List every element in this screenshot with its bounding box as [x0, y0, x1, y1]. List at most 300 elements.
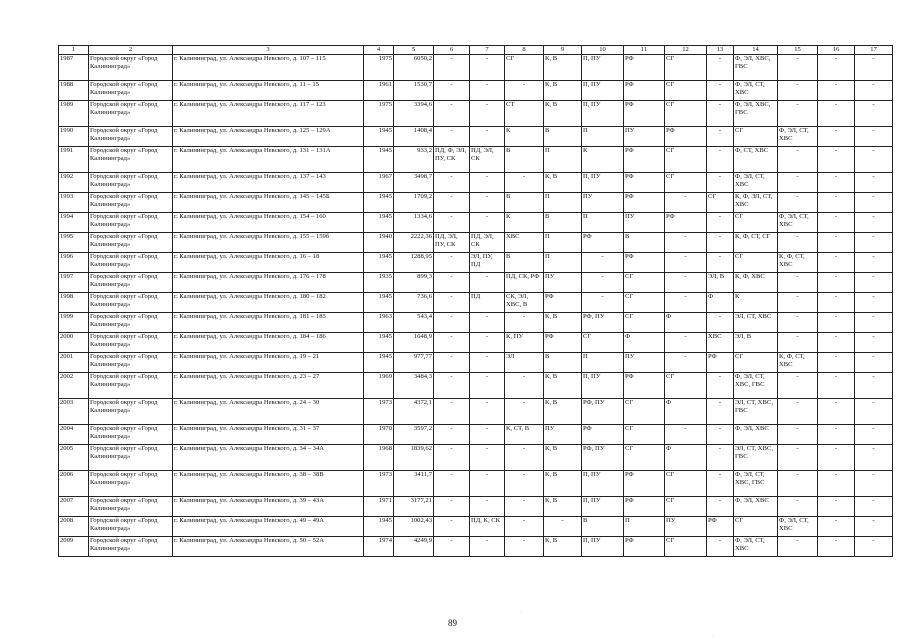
cell-col-1: 2006: [59, 471, 89, 497]
cell-col-6: -: [434, 373, 470, 399]
cell-col-9: РФ: [544, 293, 582, 313]
column-number-5: 5: [394, 46, 434, 55]
cell-col-5: 543,4: [394, 313, 434, 333]
cell-col-15: Ф, ЭЛ, СТ, ХВС: [778, 213, 818, 233]
cell-col-16: -: [818, 445, 855, 471]
cell-col-14: Ф, ЭЛ, ХВС, ГВС: [734, 55, 778, 81]
cell-col-15: -: [778, 55, 818, 81]
cell-col-1: 1989: [59, 101, 89, 127]
cell-col-14: Ф, ЭЛ, СТ, ХВС: [734, 537, 778, 557]
cell-col-5: 3484,3: [394, 373, 434, 399]
cell-col-9: К, В: [544, 173, 582, 193]
cell-col-5: 1002,43: [394, 517, 434, 537]
cell-col-13: -: [707, 101, 734, 127]
cell-col-7: -: [470, 373, 505, 399]
cell-col-6: -: [434, 173, 470, 193]
cell-col-10: СГ: [582, 333, 624, 353]
cell-col-2: Городской округ «Город Калининград»: [89, 233, 173, 253]
cell-col-9: К, В: [544, 101, 582, 127]
cell-col-16: -: [818, 253, 855, 273]
cell-col-1: 1991: [59, 147, 89, 173]
cell-col-12: РФ: [665, 127, 707, 147]
cell-col-14: СГ: [734, 213, 778, 233]
cell-col-13: -: [707, 55, 734, 81]
column-number-7: 7: [470, 46, 505, 55]
cell-col-8: В: [505, 193, 544, 213]
cell-col-3: г. Калининград, ул. Александра Невского, д. 23 – 27: [173, 373, 364, 399]
cell-col-5: 3394,6: [394, 101, 434, 127]
cell-col-3: г. Калининград, ул. Александра Невского, д. 137 – 143: [173, 173, 364, 193]
cell-col-11: РФ: [624, 173, 665, 193]
cell-col-8: -: [505, 399, 544, 425]
cell-col-1: 1987: [59, 55, 89, 81]
register-table: [58, 45, 893, 557]
cell-col-16: -: [818, 55, 855, 81]
cell-col-2: Городской округ «Город Калининград»: [89, 173, 173, 193]
cell-col-14: Ф, ЭЛ, ХВС: [734, 425, 778, 445]
cell-col-5: 977,77: [394, 353, 434, 373]
table-row: [59, 127, 893, 147]
column-number-17: 17: [855, 46, 893, 55]
cell-col-2: Городской округ «Город Калининград»: [89, 445, 173, 471]
cell-col-17: -: [855, 399, 893, 425]
cell-col-1: 1992: [59, 173, 89, 193]
cell-col-16: -: [818, 497, 855, 517]
cell-col-9: РФ: [544, 333, 582, 353]
cell-col-3: г. Калининград, ул. Александра Невского, д. 125 – 129А: [173, 127, 364, 147]
cell-col-5: 2222,36: [394, 233, 434, 253]
cell-col-1: 2000: [59, 333, 89, 353]
cell-col-2: Городской округ «Город Калининград»: [89, 213, 173, 233]
cell-col-3: г. Калининград, ул. Александра Невского, д. 180 – 182: [173, 293, 364, 313]
cell-col-11: СГ: [624, 445, 665, 471]
cell-col-1: 1994: [59, 213, 89, 233]
cell-col-11: ПУ: [624, 213, 665, 233]
column-number-row: [59, 46, 893, 55]
cell-col-6: -: [434, 127, 470, 147]
cell-col-15: -: [778, 233, 818, 253]
cell-col-16: -: [818, 173, 855, 193]
cell-col-2: Городской округ «Город Калининград»: [89, 353, 173, 373]
cell-col-9: К, В: [544, 537, 582, 557]
cell-col-17: -: [855, 445, 893, 471]
cell-col-5: 1648,9: [394, 333, 434, 353]
cell-col-11: РФ: [624, 147, 665, 173]
cell-col-8: -: [505, 81, 544, 101]
cell-col-16: -: [818, 471, 855, 497]
cell-col-12: СГ: [665, 537, 707, 557]
cell-col-10: -: [582, 253, 624, 273]
cell-col-10: П, ПУ: [582, 471, 624, 497]
cell-col-14: Ф, ЭЛ, ХВС, ГВС: [734, 101, 778, 127]
cell-col-5: 1408,4: [394, 127, 434, 147]
cell-col-9: В: [544, 127, 582, 147]
cell-col-16: -: [818, 81, 855, 101]
cell-col-6: -: [434, 213, 470, 233]
table-row: [59, 147, 893, 173]
cell-col-6: -: [434, 293, 470, 313]
cell-col-2: Городской округ «Город Калининград»: [89, 517, 173, 537]
cell-col-7: -: [470, 127, 505, 147]
cell-col-17: -: [855, 81, 893, 101]
cell-col-9: П: [544, 233, 582, 253]
cell-col-15: -: [778, 147, 818, 173]
cell-col-9: В: [544, 213, 582, 233]
cell-col-3: г. Калининград, ул. Александра Невского, д. 34 – 34А: [173, 445, 364, 471]
cell-col-10: РФ, ПУ: [582, 313, 624, 333]
cell-col-11: Ф: [624, 333, 665, 353]
cell-col-1: 1995: [59, 233, 89, 253]
cell-col-14: К: [734, 293, 778, 313]
cell-col-13: -: [707, 425, 734, 445]
table-row: [59, 233, 893, 253]
cell-col-8: СК, ЭЛ, ХВС, В: [505, 293, 544, 313]
cell-col-6: -: [434, 353, 470, 373]
cell-col-7: -: [470, 213, 505, 233]
column-number-2: 2: [89, 46, 173, 55]
cell-col-7: -: [470, 537, 505, 557]
cell-col-3: г. Калининград, ул. Александра Невского, д. 39 – 43А: [173, 497, 364, 517]
cell-col-15: -: [778, 445, 818, 471]
cell-col-17: -: [855, 147, 893, 173]
cell-col-12: -: [665, 425, 707, 445]
cell-col-9: -: [544, 517, 582, 537]
cell-col-7: -: [470, 399, 505, 425]
cell-col-17: -: [855, 233, 893, 253]
cell-col-15: К, Ф, СТ, ХВС: [778, 253, 818, 273]
cell-col-9: К, В: [544, 445, 582, 471]
cell-col-12: РФ: [665, 213, 707, 233]
cell-col-10: П: [582, 213, 624, 233]
cell-col-9: К, В: [544, 373, 582, 399]
cell-col-10: П, ПУ: [582, 101, 624, 127]
cell-col-11: СГ: [624, 273, 665, 293]
cell-col-7: -: [470, 101, 505, 127]
cell-col-4: 1935: [364, 273, 394, 293]
cell-col-17: -: [855, 517, 893, 537]
cell-col-13: РФ: [707, 353, 734, 373]
cell-col-6: -: [434, 313, 470, 333]
cell-col-4: 1945: [364, 193, 394, 213]
cell-col-16: -: [818, 233, 855, 253]
cell-col-6: ПД, Ф, ЭЛ, ПУ, СК: [434, 147, 470, 173]
cell-col-14: К, Ф, ЭЛ, СТ, ХВС: [734, 193, 778, 213]
cell-col-15: -: [778, 471, 818, 497]
cell-col-7: ПД, ЭЛ, СК: [470, 233, 505, 253]
cell-col-12: СГ: [665, 81, 707, 101]
cell-col-1: 2009: [59, 537, 89, 557]
cell-col-16: -: [818, 537, 855, 557]
cell-col-3: г. Калининград, ул. Александра Невского, д. 19 – 21: [173, 353, 364, 373]
cell-col-10: П, ПУ: [582, 55, 624, 81]
cell-col-13: -: [707, 127, 734, 147]
table-row: [59, 425, 893, 445]
cell-col-13: ЭЛ, В: [707, 273, 734, 293]
table-row: [59, 173, 893, 193]
cell-col-14: СГ: [734, 253, 778, 273]
cell-col-4: 1945: [364, 293, 394, 313]
cell-col-13: -: [707, 233, 734, 253]
cell-col-8: -: [505, 497, 544, 517]
table-row: [59, 373, 893, 399]
cell-col-4: 1945: [364, 253, 394, 273]
cell-col-8: СГ: [505, 55, 544, 81]
cell-col-12: СГ: [665, 497, 707, 517]
cell-col-15: -: [778, 497, 818, 517]
cell-col-8: -: [505, 373, 544, 399]
cell-col-2: Городской округ «Город Калининград»: [89, 127, 173, 147]
cell-col-17: -: [855, 293, 893, 313]
cell-col-1: 1999: [59, 313, 89, 333]
column-number-3: 3: [173, 46, 364, 55]
cell-col-7: -: [470, 445, 505, 471]
column-number-9: 9: [544, 46, 582, 55]
cell-col-4: 1969: [364, 373, 394, 399]
cell-col-16: -: [818, 425, 855, 445]
cell-col-8: -: [505, 537, 544, 557]
cell-col-5: 3597,2: [394, 425, 434, 445]
table-row: [59, 213, 893, 233]
scan-speck: ·: [520, 611, 522, 616]
table-row: [59, 333, 893, 353]
cell-col-16: -: [818, 333, 855, 353]
cell-col-2: Городской округ «Город Калининград»: [89, 471, 173, 497]
cell-col-1: 2001: [59, 353, 89, 373]
cell-col-9: К, В: [544, 399, 582, 425]
cell-col-4: 1963: [364, 313, 394, 333]
cell-col-10: П, ПУ: [582, 537, 624, 557]
cell-col-17: -: [855, 101, 893, 127]
cell-col-11: РФ: [624, 373, 665, 399]
cell-col-9: К, В: [544, 55, 582, 81]
cell-col-10: РФ, ПУ: [582, 399, 624, 425]
cell-col-5: 4372,1: [394, 399, 434, 425]
cell-col-9: П: [544, 253, 582, 273]
cell-col-14: ЭЛ, СТ, ХВС, ГВС: [734, 445, 778, 471]
cell-col-3: г. Калининград, ул. Александра Невского, д. 184 – 186: [173, 333, 364, 353]
cell-col-5: 1530,7: [394, 81, 434, 101]
cell-col-10: РФ, ПУ: [582, 445, 624, 471]
cell-col-11: СГ: [624, 399, 665, 425]
cell-col-8: К, ПУ: [505, 333, 544, 353]
cell-col-13: СГ: [707, 193, 734, 213]
cell-col-5: 933,2: [394, 147, 434, 173]
cell-col-16: -: [818, 213, 855, 233]
column-number-10: 10: [582, 46, 624, 55]
cell-col-16: -: [818, 399, 855, 425]
cell-col-5: 899,3: [394, 273, 434, 293]
cell-col-6: -: [434, 517, 470, 537]
table-row: [59, 101, 893, 127]
cell-col-8: -: [505, 471, 544, 497]
cell-col-17: -: [855, 193, 893, 213]
cell-col-6: ПД, ЭЛ, ПУ, СК: [434, 233, 470, 253]
cell-col-4: 1974: [364, 537, 394, 557]
cell-col-7: -: [470, 173, 505, 193]
table-body: [59, 55, 893, 557]
cell-col-5: 3177,21: [394, 497, 434, 517]
cell-col-14: ЭЛ, В: [734, 333, 778, 353]
cell-col-13: РФ: [707, 517, 734, 537]
cell-col-14: СГ: [734, 517, 778, 537]
cell-col-11: П: [624, 517, 665, 537]
column-number-1: 1: [59, 46, 89, 55]
table-row: [59, 399, 893, 425]
cell-col-1: 2003: [59, 399, 89, 425]
cell-col-17: -: [855, 55, 893, 81]
cell-col-5: 1709,2: [394, 193, 434, 213]
cell-col-4: 1945: [364, 517, 394, 537]
cell-col-7: -: [470, 55, 505, 81]
cell-col-10: К: [582, 147, 624, 173]
cell-col-1: 2002: [59, 373, 89, 399]
cell-col-5: 3498,7: [394, 173, 434, 193]
cell-col-13: -: [707, 497, 734, 517]
cell-col-14: ЭЛ, СТ, ХВС: [734, 313, 778, 333]
cell-col-13: ХВС: [707, 333, 734, 353]
cell-col-7: ЭЛ, ПУ, ПД: [470, 253, 505, 273]
cell-col-2: Городской округ «Город Калининград»: [89, 425, 173, 445]
table-row: [59, 273, 893, 293]
table-row: [59, 353, 893, 373]
table-row: [59, 81, 893, 101]
cell-col-9: К, В: [544, 497, 582, 517]
cell-col-1: 1996: [59, 253, 89, 273]
cell-col-4: 1967: [364, 173, 394, 193]
cell-col-8: К, СТ, В: [505, 425, 544, 445]
cell-col-13: -: [707, 373, 734, 399]
cell-col-4: 1945: [364, 333, 394, 353]
cell-col-5: 1334,6: [394, 213, 434, 233]
cell-col-9: ПУ: [544, 273, 582, 293]
cell-col-16: -: [818, 313, 855, 333]
cell-col-10: П, ПУ: [582, 81, 624, 101]
cell-col-14: Ф, ЭЛ, СТ, ХВС: [734, 173, 778, 193]
cell-col-13: Ф: [707, 293, 734, 313]
cell-col-13: -: [707, 213, 734, 233]
cell-col-16: -: [818, 517, 855, 537]
cell-col-6: -: [434, 399, 470, 425]
cell-col-8: ПД, СК, РФ: [505, 273, 544, 293]
cell-col-7: -: [470, 313, 505, 333]
cell-col-6: -: [434, 471, 470, 497]
cell-col-1: 2005: [59, 445, 89, 471]
cell-col-8: -: [505, 313, 544, 333]
cell-col-5: 4249,9: [394, 537, 434, 557]
column-number-16: 16: [818, 46, 855, 55]
cell-col-5: 1288,95: [394, 253, 434, 273]
cell-col-9: П: [544, 147, 582, 173]
cell-col-12: Ф: [665, 445, 707, 471]
cell-col-17: -: [855, 537, 893, 557]
cell-col-7: -: [470, 353, 505, 373]
cell-col-1: 1990: [59, 127, 89, 147]
cell-col-2: Городской округ «Город Калининград»: [89, 273, 173, 293]
cell-col-15: -: [778, 373, 818, 399]
cell-col-8: К: [505, 213, 544, 233]
cell-col-7: -: [470, 193, 505, 213]
cell-col-10: П, ПУ: [582, 373, 624, 399]
cell-col-11: РФ: [624, 537, 665, 557]
cell-col-14: К, Ф, СТ, СГ: [734, 233, 778, 253]
cell-col-9: П: [544, 193, 582, 213]
cell-col-2: Городской округ «Город Калининград»: [89, 497, 173, 517]
scan-speck: ·: [712, 634, 714, 639]
cell-col-6: -: [434, 55, 470, 81]
cell-col-2: Городской округ «Город Калининград»: [89, 101, 173, 127]
cell-col-4: 1961: [364, 81, 394, 101]
cell-col-13: -: [707, 537, 734, 557]
cell-col-1: 1988: [59, 81, 89, 101]
cell-col-12: СГ: [665, 373, 707, 399]
cell-col-8: ЭЛ: [505, 353, 544, 373]
cell-col-3: г. Калининград, ул. Александра Невского, д. 38 – 38В: [173, 471, 364, 497]
cell-col-17: -: [855, 213, 893, 233]
cell-col-15: -: [778, 537, 818, 557]
cell-col-12: СГ: [665, 147, 707, 173]
cell-col-4: 1945: [364, 353, 394, 373]
table-row: [59, 471, 893, 497]
cell-col-11: РФ: [624, 81, 665, 101]
column-number-6: 6: [434, 46, 470, 55]
cell-col-3: г. Калининград, ул. Александра Невского, д. 16 – 18: [173, 253, 364, 273]
cell-col-6: -: [434, 273, 470, 293]
cell-col-8: В: [505, 147, 544, 173]
cell-col-6: -: [434, 81, 470, 101]
cell-col-3: г. Калининград, ул. Александра Невского, д. 49 – 49А: [173, 517, 364, 537]
cell-col-2: Городской округ «Город Калининград»: [89, 373, 173, 399]
cell-col-3: г. Калининград, ул. Александра Невского, д. 155 – 159б: [173, 233, 364, 253]
cell-col-13: -: [707, 147, 734, 173]
table-row: [59, 313, 893, 333]
cell-col-15: -: [778, 399, 818, 425]
cell-col-12: -: [665, 233, 707, 253]
cell-col-15: -: [778, 273, 818, 293]
cell-col-8: -: [505, 173, 544, 193]
page-number: 89: [448, 618, 457, 628]
cell-col-11: ПУ: [624, 353, 665, 373]
cell-col-17: -: [855, 373, 893, 399]
cell-col-11: РФ: [624, 471, 665, 497]
cell-col-16: -: [818, 101, 855, 127]
cell-col-4: 1940: [364, 233, 394, 253]
cell-col-16: -: [818, 353, 855, 373]
cell-col-9: К, В: [544, 81, 582, 101]
cell-col-14: Ф, ЭЛ, ХВС: [734, 497, 778, 517]
cell-col-17: -: [855, 471, 893, 497]
cell-col-12: Ф: [665, 313, 707, 333]
cell-col-6: -: [434, 101, 470, 127]
cell-col-2: Городской округ «Город Калининград»: [89, 399, 173, 425]
cell-col-9: К, В: [544, 471, 582, 497]
table-row: [59, 517, 893, 537]
cell-col-9: К, В: [544, 313, 582, 333]
column-number-15: 15: [778, 46, 818, 55]
cell-col-4: 1975: [364, 55, 394, 81]
cell-col-10: -: [582, 273, 624, 293]
cell-col-7: -: [470, 81, 505, 101]
cell-col-3: г. Калининград, ул. Александра Невского, д. 131 – 131А: [173, 147, 364, 173]
cell-col-3: г. Калининград, ул. Александра Невского, д. 145 – 145Б: [173, 193, 364, 213]
cell-col-4: 1945: [364, 127, 394, 147]
cell-col-14: Ф, ЭЛ, СТ, ХВС, ГВС: [734, 373, 778, 399]
cell-col-17: -: [855, 127, 893, 147]
cell-col-1: 2004: [59, 425, 89, 445]
cell-col-3: г. Калининград, ул. Александра Невского, д. 11 – 15: [173, 81, 364, 101]
cell-col-12: СГ: [665, 101, 707, 127]
cell-col-11: СГ: [624, 313, 665, 333]
cell-col-17: -: [855, 333, 893, 353]
